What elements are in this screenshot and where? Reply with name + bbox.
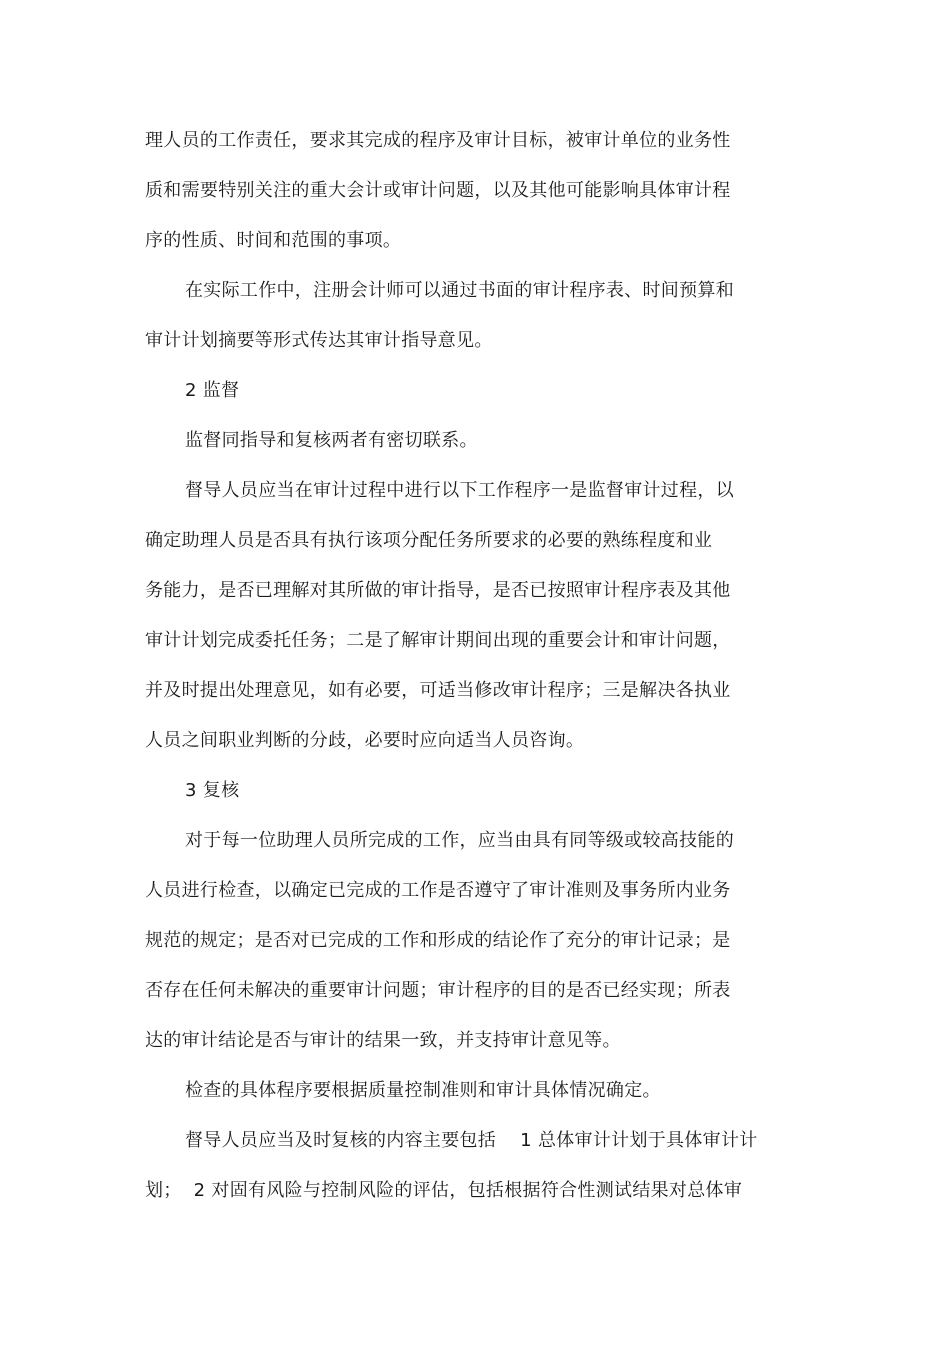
section-heading: 2 监督 bbox=[185, 380, 240, 401]
text-line: 检查的具体程序要根据质量控制准则和审计具体情况确定。 bbox=[185, 1080, 661, 1101]
text-line: 理人员的工作责任，要求其完成的程序及审计目标，被审计单位的业务性 bbox=[145, 130, 731, 151]
text-line: 确定助理人员是否具有执行该项分配任务所要求的必要的熟练程度和业 bbox=[145, 530, 713, 551]
text-line: 人员进行检查，以确定已完成的工作是否遵守了审计准则及事务所内业务 bbox=[145, 880, 731, 901]
section-heading: 3 复核 bbox=[185, 780, 240, 801]
text-line: 督导人员应当在审计过程中进行以下工作程序一是监督审计过程，以 bbox=[185, 480, 734, 501]
text-line: 并及时提出处理意见，如有必要，可适当修改审计程序；三是解决各执业 bbox=[145, 680, 731, 701]
text-line: 对于每一位助理人员所完成的工作，应当由具有同等级或较高技能的 bbox=[185, 830, 734, 851]
text-line: 审计计划摘要等形式传达其审计指导意见。 bbox=[145, 330, 493, 351]
text-line: 在实际工作中，注册会计师可以通过书面的审计程序表、时间预算和 bbox=[185, 280, 734, 301]
text-line: 划； 2 对固有风险与控制风险的评估，包括根据符合性测试结果对总体审 bbox=[145, 1180, 743, 1201]
text-line: 质和需要特别关注的重大会计或审计问题，以及其他可能影响具体审计程 bbox=[145, 180, 731, 201]
text-line: 规范的规定；是否对已完成的工作和形成的结论作了充分的审计记录；是 bbox=[145, 930, 731, 951]
text-line: 达的审计结论是否与审计的结果一致，并支持审计意见等。 bbox=[145, 1030, 621, 1051]
text-line: 否存在任何未解决的重要审计问题；审计程序的目的是否已经实现；所表 bbox=[145, 980, 731, 1001]
text-line: 务能力，是否已理解对其所做的审计指导，是否已按照审计程序表及其他 bbox=[145, 580, 731, 601]
text-line: 审计计划完成委托任务；二是了解审计期间出现的重要会计和审计问题， bbox=[145, 630, 731, 651]
text-line: 监督同指导和复核两者有密切联系。 bbox=[185, 430, 478, 451]
text-line: 督导人员应当及时复核的内容主要包括 1 总体审计计划于具体审计计 bbox=[185, 1130, 758, 1151]
text-line: 人员之间职业判断的分歧，必要时应向适当人员咨询。 bbox=[145, 730, 585, 751]
text-line: 序的性质、时间和范围的事项。 bbox=[145, 230, 402, 251]
